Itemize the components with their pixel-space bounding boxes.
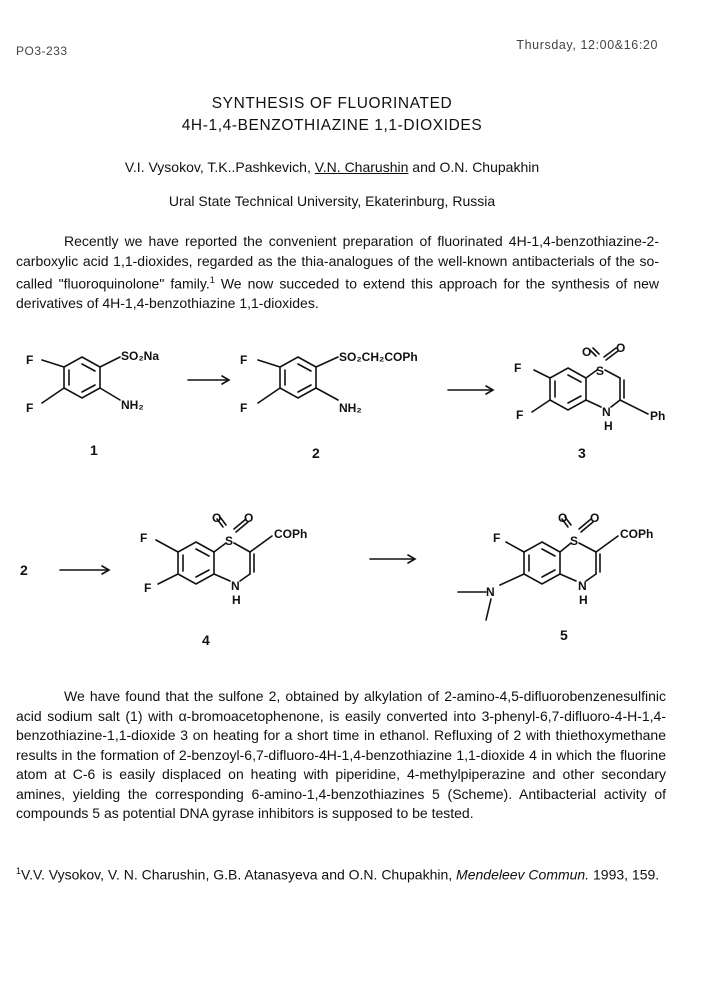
atom-label: COPh — [620, 527, 654, 541]
compound-2-structure — [258, 357, 338, 403]
authors-part-1: V.I. Vysokov, T.K..Pashkevich, — [124, 159, 315, 175]
compound-number: 3 — [578, 445, 586, 461]
results-paragraph: We have found that the sulfone 2, obtained by alkylation of 2-amino-4,5-difluorobenzenesulfinic acid sodium salt (1) with α-bromoacetophenone, is easily converted into 3-phenyl-6,7-difluoro-4-H-1,4-benzothiazine-1,1-dioxide 3 on heating for a short time in ethanol. Refluxing of 2 with thiethoxymethane results in the formation of 2-benzoyl-6,7-difluoro-4H-1,4-benzothiazine 1,1-dioxide 4 in which the fluorine atom at C-6 is easily displaced on heating with piperidine, 4-methylpiperazine and other secondary amines, yielding the corresponding 6-amino-1,4-benzothiazines 5 (Scheme). Antibacterial activity of compounds 5 as potential DNA gyrase inhibitors is supposed to be tested. — [16, 688, 666, 821]
atom-label: NH₂ — [121, 398, 144, 412]
atom-label: O — [616, 341, 626, 355]
compound-number: 2 — [20, 562, 28, 578]
compound-number: 4 — [202, 632, 210, 648]
footnote-journal: Mendeleev Commun. — [456, 866, 590, 883]
atom-label: O — [582, 345, 592, 359]
atom-label: N — [602, 405, 611, 419]
intro-text-a: Recently we have reported the convenient preparation of fluorinated 4H-1,4-benzothiazine-2-carboxylic acid 1,1-dioxides, regarded as the thia-analogues of the well-known antibacterials of the so-called "fluoroquinolone" family. — [16, 233, 659, 292]
atom-label: N — [486, 585, 495, 599]
atom-label: F — [140, 531, 148, 545]
atom-label: H — [579, 593, 588, 607]
atom-label: O — [212, 511, 222, 525]
atom-label: F — [144, 581, 152, 595]
atom-label: S — [225, 534, 234, 548]
atom-label: F — [493, 531, 501, 545]
atom-label: N — [578, 579, 587, 593]
atom-label: F — [26, 353, 34, 367]
title-line-1: SYNTHESIS OF FLUORINATED — [211, 95, 453, 112]
reaction-scheme — [0, 330, 704, 660]
atom-label: Ph — [650, 409, 666, 423]
atom-label: O — [558, 511, 568, 525]
atom-label: O — [590, 511, 600, 525]
atom-label: F — [240, 353, 248, 367]
compound-1-structure — [42, 357, 120, 403]
reference-mark: 1 — [209, 275, 215, 285]
affiliation: Ural State Technical University, Ekaterinburg, Russia — [168, 193, 496, 209]
atom-label: H — [604, 419, 613, 433]
atom-label: O — [244, 511, 254, 525]
compound-5-structure — [458, 517, 618, 620]
atom-label: H — [232, 593, 241, 607]
atom-label: F — [26, 401, 34, 415]
atom-label: S — [570, 534, 579, 548]
presenting-author: V.N. Charushin — [314, 159, 409, 175]
intro-text-b: We now succeded to extend this approach for the synthesis of new derivatives of 4H-1,4-benzothiazine 1,1-dioxides. — [16, 275, 660, 312]
atom-label: N — [231, 579, 240, 593]
compound-number: 2 — [312, 445, 320, 461]
atom-label: F — [514, 361, 522, 375]
atom-label: S — [596, 364, 605, 378]
compound-4-structure — [156, 517, 272, 584]
intro-paragraph — [16, 232, 659, 314]
compound-number: 5 — [560, 627, 568, 643]
authors — [0, 159, 664, 175]
atom-label: NH₂ — [339, 401, 362, 415]
footnote-text-a: V.V. Vysokov, V. N. Charushin, G.B. Atanasyeva and O.N. Chupakhin, — [21, 866, 457, 883]
session-time: Thursday, 12:00&16:20 — [516, 38, 658, 52]
abstract-code: PO3-233 — [16, 44, 68, 58]
authors-part-2: and O.N. Chupakhin — [408, 159, 540, 175]
atom-label: COPh — [274, 527, 308, 541]
footnote — [16, 861, 671, 886]
footnote-mark: 1 — [16, 866, 22, 876]
footnote-text-b: 1993, 159. — [589, 866, 660, 883]
atom-label: SO₂CH₂COPh — [339, 350, 418, 364]
title-line-2: 4H-1,4-BENZOTHIAZINE 1,1-DIOXIDES — [181, 117, 483, 134]
atom-label: F — [516, 408, 524, 422]
compound-number: 1 — [90, 442, 98, 458]
atom-label: F — [240, 401, 248, 415]
atom-label: SO₂Na — [121, 349, 160, 363]
